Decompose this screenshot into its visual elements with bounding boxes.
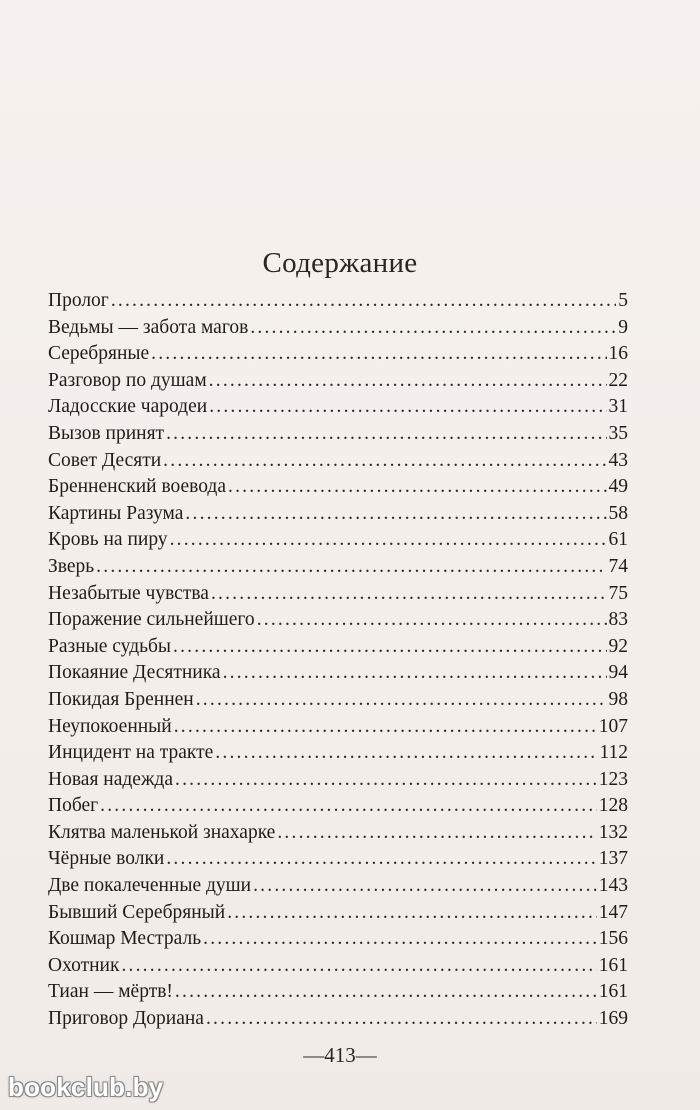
toc-entry-title: Вызов принят — [48, 422, 165, 444]
toc-entry-page: 74 — [608, 555, 628, 577]
toc-dot-leader — [174, 714, 597, 741]
toc-entry-title: Две покалеченные души — [48, 875, 252, 897]
watermark-logo: bookclub.by — [8, 1072, 164, 1102]
toc-dot-leader — [175, 979, 597, 1006]
toc-entry-title: Зверь — [48, 555, 95, 577]
toc-entry-title: Неупокоенный — [48, 715, 172, 737]
toc-dot-leader — [170, 527, 607, 554]
toc-entry-title: Побег — [48, 795, 99, 817]
toc-entry-page: 132 — [598, 821, 628, 843]
toc-entry-title: Чёрные волки — [48, 848, 165, 870]
toc-dot-leader — [223, 660, 607, 687]
toc-entry — [48, 846, 628, 873]
toc-entry — [48, 1006, 628, 1033]
toc-entry — [48, 474, 628, 501]
toc-entry-page: 94 — [608, 662, 628, 684]
toc-entry — [48, 448, 628, 475]
toc-dot-leader — [253, 873, 597, 900]
toc-entry-page: 128 — [598, 795, 628, 817]
toc-dot-leader — [211, 581, 607, 608]
toc-entry-page: 35 — [608, 422, 628, 444]
toc-dot-leader — [227, 900, 597, 927]
toc-entry-title: Незабытые чувства — [48, 582, 209, 604]
toc-entry-title: Разные судьбы — [48, 635, 172, 657]
toc-dot-leader — [175, 767, 597, 794]
toc-entry — [48, 527, 628, 554]
toc-entry-title: Новая надежда — [48, 768, 173, 790]
toc-entry-title: Картины Разума — [48, 502, 184, 524]
toc-dot-leader — [151, 341, 606, 368]
toc-entry-page: 31 — [608, 396, 628, 418]
toc-entry-title: Бренненский воевода — [48, 476, 226, 498]
toc-entry-page: 147 — [598, 901, 628, 923]
page-number: —413— — [303, 1043, 377, 1067]
toc-entry-page: 156 — [598, 928, 628, 950]
toc-dot-leader — [257, 607, 607, 634]
toc-entry-page: 161 — [598, 981, 628, 1003]
toc-dot-leader — [203, 926, 597, 953]
toc-entry-page: 143 — [598, 875, 628, 897]
toc-entry-title: Ведьмы — забота магов — [48, 316, 249, 338]
toc-entry-page: 83 — [608, 609, 628, 631]
toc-entry-page: 16 — [608, 343, 628, 365]
toc-entry — [48, 740, 628, 767]
toc-entry-title: Тиан — мёртв! — [48, 981, 173, 1003]
toc-entry — [48, 341, 628, 368]
toc-entry-page: 137 — [598, 848, 628, 870]
toc-entry — [48, 900, 628, 927]
contents-heading: Содержание — [262, 247, 418, 279]
toc-entry-page: 61 — [608, 529, 628, 551]
toc-entry — [48, 368, 628, 395]
toc-entry-title: Инцидент на тракте — [48, 742, 214, 764]
toc-entry-page: 49 — [608, 476, 628, 498]
toc-entry-page: 5 — [618, 290, 628, 311]
toc-entry-title: Совет Десяти — [48, 449, 162, 471]
toc-entry — [48, 501, 628, 528]
toc-entry-title: Серебряные — [48, 343, 150, 365]
toc-dot-leader — [96, 554, 606, 581]
toc-entry — [48, 979, 628, 1006]
toc-entry — [48, 634, 628, 661]
toc-entry-page: 9 — [618, 316, 628, 338]
toc-dot-leader — [166, 421, 606, 448]
toc-dot-leader — [185, 501, 606, 528]
toc-entry-page: 92 — [608, 635, 628, 657]
toc-entry-page: 43 — [608, 449, 628, 471]
toc-entry-page: 107 — [598, 715, 628, 737]
toc-dot-leader — [277, 820, 596, 847]
toc-entry — [48, 926, 628, 953]
toc-dot-leader — [196, 687, 607, 714]
toc-entry — [48, 820, 628, 847]
toc-entry-title: Пролог — [48, 290, 109, 311]
toc-entry-title: Покаяние Десятника — [48, 662, 221, 684]
toc-entry — [48, 660, 628, 687]
toc-entry — [48, 315, 628, 342]
toc-dot-leader — [166, 846, 596, 873]
toc-entry-page: 75 — [608, 582, 628, 604]
toc-dot-leader — [121, 953, 596, 980]
toc-entry-title: Покидая Бреннен — [48, 688, 194, 710]
toc-dot-leader — [163, 448, 606, 475]
toc-entry — [48, 873, 628, 900]
toc-dot-leader — [209, 394, 606, 421]
toc-entry-title: Клятва маленькой знахарке — [48, 821, 276, 843]
toc-dot-leader — [206, 1006, 597, 1033]
toc-entry — [48, 714, 628, 741]
toc-entry — [48, 554, 628, 581]
toc-entry — [48, 767, 628, 794]
toc-entry-title: Кошмар Местраль — [48, 928, 202, 950]
toc-entry-page: 22 — [608, 369, 628, 391]
toc-entry-title: Бывший Серебряный — [48, 901, 226, 923]
toc-entry — [48, 953, 628, 980]
toc-entry-page: 112 — [599, 742, 628, 764]
toc-entry-title: Поражение сильнейшего — [48, 609, 255, 631]
toc-entry-page: 169 — [598, 1008, 628, 1030]
toc-entry — [48, 581, 628, 608]
toc-entry-title: Охотник — [48, 954, 120, 976]
toc-dot-leader — [215, 740, 597, 767]
toc-entry — [48, 394, 628, 421]
toc-dot-leader — [100, 793, 597, 820]
toc-entry — [48, 793, 628, 820]
toc-dot-leader — [209, 368, 607, 395]
toc-entry — [48, 421, 628, 448]
toc-entry-page: 123 — [598, 768, 628, 790]
toc-entry-page: 58 — [608, 502, 628, 524]
toc-entry-title: Приговор Дориана — [48, 1008, 204, 1030]
toc-entry — [48, 288, 628, 315]
toc-dot-leader — [228, 474, 607, 501]
toc-entry-page: 161 — [598, 954, 628, 976]
toc-dot-leader — [250, 315, 616, 342]
toc-dot-leader — [111, 288, 616, 315]
toc-dot-leader — [173, 634, 606, 661]
toc-entry-title: Ладосские чародеи — [48, 396, 208, 418]
toc-entry-page: 98 — [608, 688, 628, 710]
table-of-contents — [48, 288, 628, 1033]
toc-entry-title: Кровь на пиру — [48, 529, 168, 551]
toc-entry — [48, 687, 628, 714]
toc-entry — [48, 607, 628, 634]
toc-entry-title: Разговор по душам — [48, 369, 207, 391]
